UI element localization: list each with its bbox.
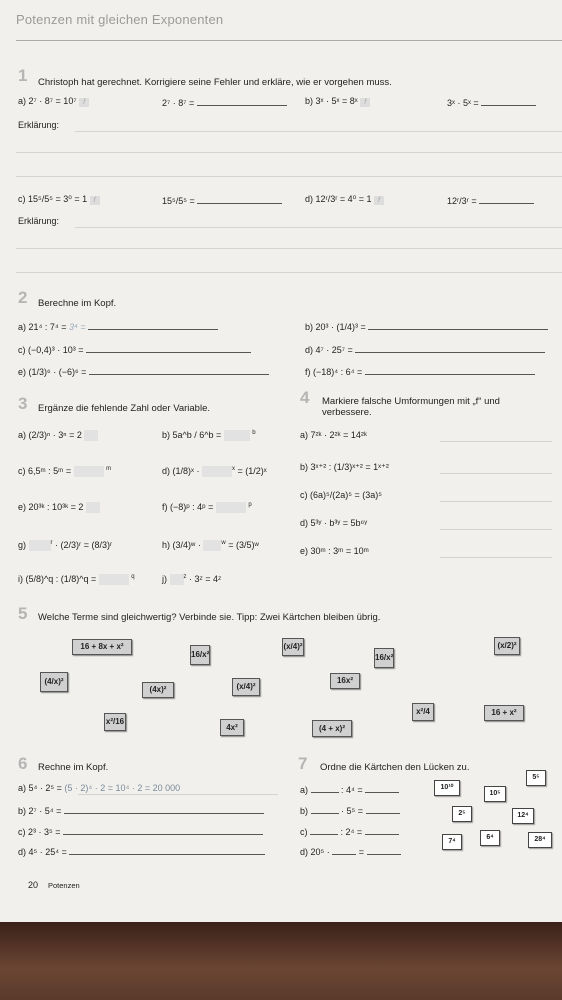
task-7-number: 7 bbox=[298, 754, 308, 773]
answer-line[interactable] bbox=[88, 320, 218, 330]
task-6a bbox=[18, 783, 180, 793]
expression: e) (1/3)⁶ · (−6)⁶ = bbox=[18, 367, 87, 377]
task-4c bbox=[300, 490, 382, 500]
task-2b bbox=[305, 320, 548, 332]
expression: 2⁷ · 8⁷ = bbox=[162, 98, 195, 108]
answer-line[interactable] bbox=[75, 227, 562, 228]
expression: · (2/3)ʳ = (8/3)ʳ bbox=[55, 540, 113, 550]
exponent: p bbox=[248, 502, 252, 508]
gap[interactable] bbox=[311, 783, 339, 793]
task-7-instruction: Ordne die Kärtchen den Lücken zu. bbox=[320, 762, 470, 773]
term-card[interactable]: 16 + 8x + x² bbox=[72, 639, 132, 655]
expression: 12ʳ/3ʳ = 4⁰ = 1 bbox=[315, 194, 372, 204]
task-4d bbox=[300, 518, 367, 528]
answer-line[interactable] bbox=[440, 473, 552, 474]
task-1-number: 1 bbox=[18, 66, 28, 85]
expression: a) 21⁴ : 7⁴ = bbox=[18, 322, 67, 332]
expression: d) 5³ʸ · b³ʸ = 5b⁶ʸ bbox=[300, 518, 368, 528]
expression: : 4⁴ = bbox=[341, 785, 363, 795]
expression: d) 20⁵ · bbox=[300, 847, 330, 857]
expression: : 2⁴ = bbox=[340, 827, 363, 837]
task-4b bbox=[300, 462, 389, 473]
term-card[interactable]: x²/16 bbox=[104, 713, 126, 731]
task-2f bbox=[305, 365, 535, 377]
answer-line[interactable] bbox=[78, 794, 278, 795]
answer-line[interactable] bbox=[197, 194, 282, 204]
error-mark: f bbox=[90, 196, 100, 205]
term-card[interactable]: (x/2)² bbox=[494, 637, 520, 655]
explanation-label: Erklärung: bbox=[18, 120, 60, 130]
title-divider bbox=[16, 40, 562, 41]
expression: = (1/2)ˣ bbox=[237, 466, 267, 476]
answer-line[interactable] bbox=[365, 783, 399, 793]
expression: b) 5a^b / 6^b = bbox=[162, 430, 222, 440]
fill-box[interactable] bbox=[202, 466, 232, 477]
label: c) bbox=[18, 194, 26, 204]
power-card[interactable]: 28⁴ bbox=[528, 832, 552, 848]
term-card[interactable]: 16/x² bbox=[190, 645, 210, 665]
task-5-instruction: Welche Terme sind gleichwertig? Verbinde sie. Tipp: Zwei Kärtchen bleiben übrig. bbox=[38, 612, 381, 623]
task-4e bbox=[300, 546, 369, 556]
expression: · 3ᶻ = 4ᶻ bbox=[189, 574, 222, 584]
exponent: q bbox=[131, 574, 135, 580]
term-card[interactable]: x²/4 bbox=[412, 703, 434, 721]
handwritten-answer: 3⁴ = bbox=[69, 322, 86, 332]
power-card[interactable]: 7⁴ bbox=[442, 834, 462, 850]
label: b) bbox=[300, 806, 309, 816]
answer-line[interactable] bbox=[86, 343, 251, 353]
expression: = (3/5)ʷ bbox=[228, 540, 259, 550]
exponent: x bbox=[231, 466, 235, 472]
answer-line[interactable] bbox=[440, 501, 552, 502]
task-4-instruction: Markiere falsche Umformungen mit „f“ und verbessere. bbox=[322, 396, 500, 418]
task-2-instruction: Berechne im Kopf. bbox=[38, 298, 117, 309]
expression: d) (1/8)ˣ · bbox=[162, 466, 200, 476]
fill-box[interactable] bbox=[99, 574, 129, 585]
task-6d bbox=[18, 845, 265, 857]
expression: c) (6a)⁵/(2a)⁵ = (3a)⁵ bbox=[300, 490, 382, 500]
task-3j bbox=[162, 574, 221, 585]
expression: 15⁵/5⁵ = bbox=[162, 196, 195, 206]
answer-line[interactable] bbox=[365, 365, 535, 375]
expression: h) (3/4)ʷ · bbox=[162, 540, 201, 550]
answer-line[interactable] bbox=[440, 529, 552, 530]
answer-line[interactable] bbox=[89, 365, 269, 375]
term-card[interactable]: (4/x)² bbox=[40, 672, 68, 692]
task-1b-correction bbox=[447, 96, 536, 108]
power-card[interactable]: 5⁵ bbox=[526, 770, 546, 786]
term-card[interactable]: (x/4)² bbox=[232, 678, 260, 696]
expression: · 5⁵ = bbox=[341, 806, 364, 816]
expression: c) 2³ · 3⁵ = bbox=[18, 827, 61, 837]
task-4-number: 4 bbox=[300, 388, 310, 407]
exponent: m bbox=[106, 466, 112, 472]
task-3h bbox=[162, 540, 259, 551]
fill-box[interactable] bbox=[86, 502, 100, 513]
answer-line[interactable] bbox=[197, 96, 287, 106]
task-5-number: 5 bbox=[18, 604, 28, 623]
error-mark: f bbox=[360, 98, 370, 107]
expression: 3ˣ · 5ˣ = bbox=[447, 98, 479, 108]
term-card[interactable]: 16 + x² bbox=[484, 705, 524, 721]
expression: 15⁵/5⁵ = 3⁰ = 1 bbox=[28, 194, 88, 204]
expression: f) (−8)ᵖ : 4ᵖ = bbox=[162, 502, 214, 512]
expression: b) 20³ · (1/4)³ = bbox=[305, 322, 366, 332]
expression: e) 30ᵐ : 3ᵐ = 10ᵐ bbox=[300, 546, 369, 556]
task-1d bbox=[305, 194, 384, 205]
task-3a bbox=[18, 430, 98, 441]
gap[interactable] bbox=[310, 825, 338, 835]
answer-line[interactable] bbox=[64, 804, 264, 814]
expression: i) (5/8)^q : (1/8)^q = bbox=[18, 574, 97, 584]
task-6b bbox=[18, 804, 264, 816]
task-7b bbox=[300, 804, 400, 816]
task-6-number: 6 bbox=[18, 754, 28, 773]
power-card[interactable]: 10⁵ bbox=[484, 786, 506, 802]
task-3-number: 3 bbox=[18, 394, 28, 413]
task-1-instruction: Christoph hat gerechnet. Korrigiere seine Fehler und erkläre, wie er vorgehen muss. bbox=[38, 77, 392, 88]
gap[interactable] bbox=[332, 845, 356, 855]
task-1a bbox=[18, 96, 89, 107]
term-card[interactable]: 16/x² bbox=[374, 648, 394, 668]
task-3f bbox=[162, 502, 252, 513]
fill-box[interactable] bbox=[216, 502, 246, 513]
answer-line[interactable] bbox=[16, 152, 562, 153]
expression: 12ʳ/3ʳ = bbox=[447, 196, 477, 206]
explanation-label: Erklärung: bbox=[18, 216, 60, 226]
task-4a bbox=[300, 430, 367, 440]
term-card[interactable]: 16x² bbox=[330, 673, 360, 689]
task-7a bbox=[300, 783, 399, 795]
task-3e bbox=[18, 502, 100, 513]
task-1a-correction bbox=[162, 96, 287, 108]
task-2d bbox=[305, 343, 545, 355]
expression: e) 20³ᵏ : 10³ᵏ = 2 bbox=[18, 502, 84, 512]
fill-box[interactable] bbox=[203, 540, 221, 551]
term-card[interactable]: (x/4)² bbox=[282, 638, 304, 656]
expression: = bbox=[358, 847, 365, 857]
page-title: Potenzen mit gleichen Exponenten bbox=[16, 12, 224, 27]
expression: b) 2⁷ · 5⁴ = bbox=[18, 806, 62, 816]
answer-line[interactable] bbox=[440, 557, 552, 558]
task-3-instruction: Ergänze die fehlende Zahl oder Variable. bbox=[38, 403, 210, 414]
label: c) bbox=[300, 827, 308, 837]
power-card[interactable]: 6⁴ bbox=[480, 830, 500, 846]
answer-line[interactable] bbox=[365, 825, 399, 835]
answer-line[interactable] bbox=[69, 845, 265, 855]
term-card[interactable]: (4x)² bbox=[142, 682, 174, 698]
answer-line[interactable] bbox=[366, 804, 400, 814]
expression: d) 4⁷ · 25⁷ = bbox=[305, 345, 353, 355]
answer-line[interactable] bbox=[16, 272, 562, 273]
expression: c) (−0,4)³ · 10³ = bbox=[18, 345, 84, 355]
fill-box[interactable] bbox=[170, 574, 184, 585]
label: j) bbox=[162, 574, 167, 584]
fill-box[interactable] bbox=[29, 540, 51, 551]
task-6c bbox=[18, 825, 263, 837]
power-card[interactable]: 12⁴ bbox=[512, 808, 534, 824]
label: g) bbox=[18, 540, 27, 550]
power-card[interactable]: 2⁵ bbox=[452, 806, 472, 822]
answer-line[interactable] bbox=[440, 441, 552, 442]
answer-line[interactable] bbox=[481, 96, 536, 106]
expression: c) 6,5ᵐ : 5ᵐ = bbox=[18, 466, 72, 476]
task-2c bbox=[18, 343, 251, 355]
task-3d bbox=[162, 466, 267, 477]
task-1d-correction bbox=[447, 194, 534, 206]
task-7d bbox=[300, 845, 401, 857]
task-3i bbox=[18, 574, 135, 585]
error-mark: f bbox=[374, 196, 384, 205]
expression: 3ˣ · 5ˣ = 8ˣ bbox=[315, 96, 358, 106]
label: d) bbox=[305, 194, 314, 204]
label: b) bbox=[305, 96, 314, 106]
expression: f) (−18)⁴ : 6⁴ = bbox=[305, 367, 363, 377]
task-7c bbox=[300, 825, 399, 837]
desk-background bbox=[0, 922, 562, 1000]
footer-label: Potenzen bbox=[48, 881, 80, 890]
task-3c bbox=[18, 466, 111, 477]
label: a) bbox=[300, 785, 309, 795]
fill-box[interactable] bbox=[224, 430, 250, 441]
exponent: w bbox=[221, 540, 226, 546]
term-card[interactable]: (4 + x)² bbox=[312, 720, 352, 737]
task-1c-correction bbox=[162, 194, 282, 206]
expression: d) 4⁵ · 25⁴ = bbox=[18, 847, 67, 857]
answer-line[interactable] bbox=[368, 320, 548, 330]
expression: a) 7²ᵏ · 2²ᵏ = 14²ᵏ bbox=[300, 430, 367, 440]
task-1c bbox=[18, 194, 100, 205]
answer-line[interactable] bbox=[355, 343, 545, 353]
expression: b) 3ˣ⁺² : (1/3)ˣ⁺² = 1ˣ⁺² bbox=[300, 462, 389, 472]
task-1b bbox=[305, 96, 370, 107]
exponent: b bbox=[252, 430, 256, 436]
answer-line[interactable] bbox=[479, 194, 534, 204]
answer-line[interactable] bbox=[75, 131, 562, 132]
label: a) bbox=[18, 96, 27, 106]
error-mark: f bbox=[79, 98, 89, 107]
handwritten-answer: (5 · 2)⁴ · 2 = 10⁴ · 2 = 20 000 bbox=[64, 783, 181, 793]
term-card[interactable]: 4x² bbox=[220, 719, 244, 736]
power-card[interactable]: 10¹⁰ bbox=[434, 780, 460, 796]
answer-line[interactable] bbox=[367, 845, 401, 855]
task-2a bbox=[18, 320, 218, 332]
task-6-instruction: Rechne im Kopf. bbox=[38, 762, 109, 773]
answer-line[interactable] bbox=[16, 248, 562, 249]
page-number: 20 bbox=[28, 880, 39, 890]
exponent: r bbox=[50, 540, 53, 546]
answer-line[interactable] bbox=[16, 176, 562, 177]
fill-box[interactable] bbox=[84, 430, 98, 441]
expression: a) (2/3)ⁿ · 3ⁿ = 2 bbox=[18, 430, 82, 440]
gap[interactable] bbox=[311, 804, 339, 814]
exponent: z bbox=[183, 574, 187, 580]
fill-box[interactable] bbox=[74, 466, 104, 477]
task-3b bbox=[162, 430, 256, 441]
task-2e bbox=[18, 365, 269, 377]
expression: a) 5⁴ · 2⁵ = bbox=[18, 783, 62, 793]
expression: 2⁷ · 8⁷ = 10⁷ bbox=[28, 96, 77, 106]
answer-line[interactable] bbox=[63, 825, 263, 835]
task-3g bbox=[18, 540, 112, 551]
task-2-number: 2 bbox=[18, 288, 28, 307]
